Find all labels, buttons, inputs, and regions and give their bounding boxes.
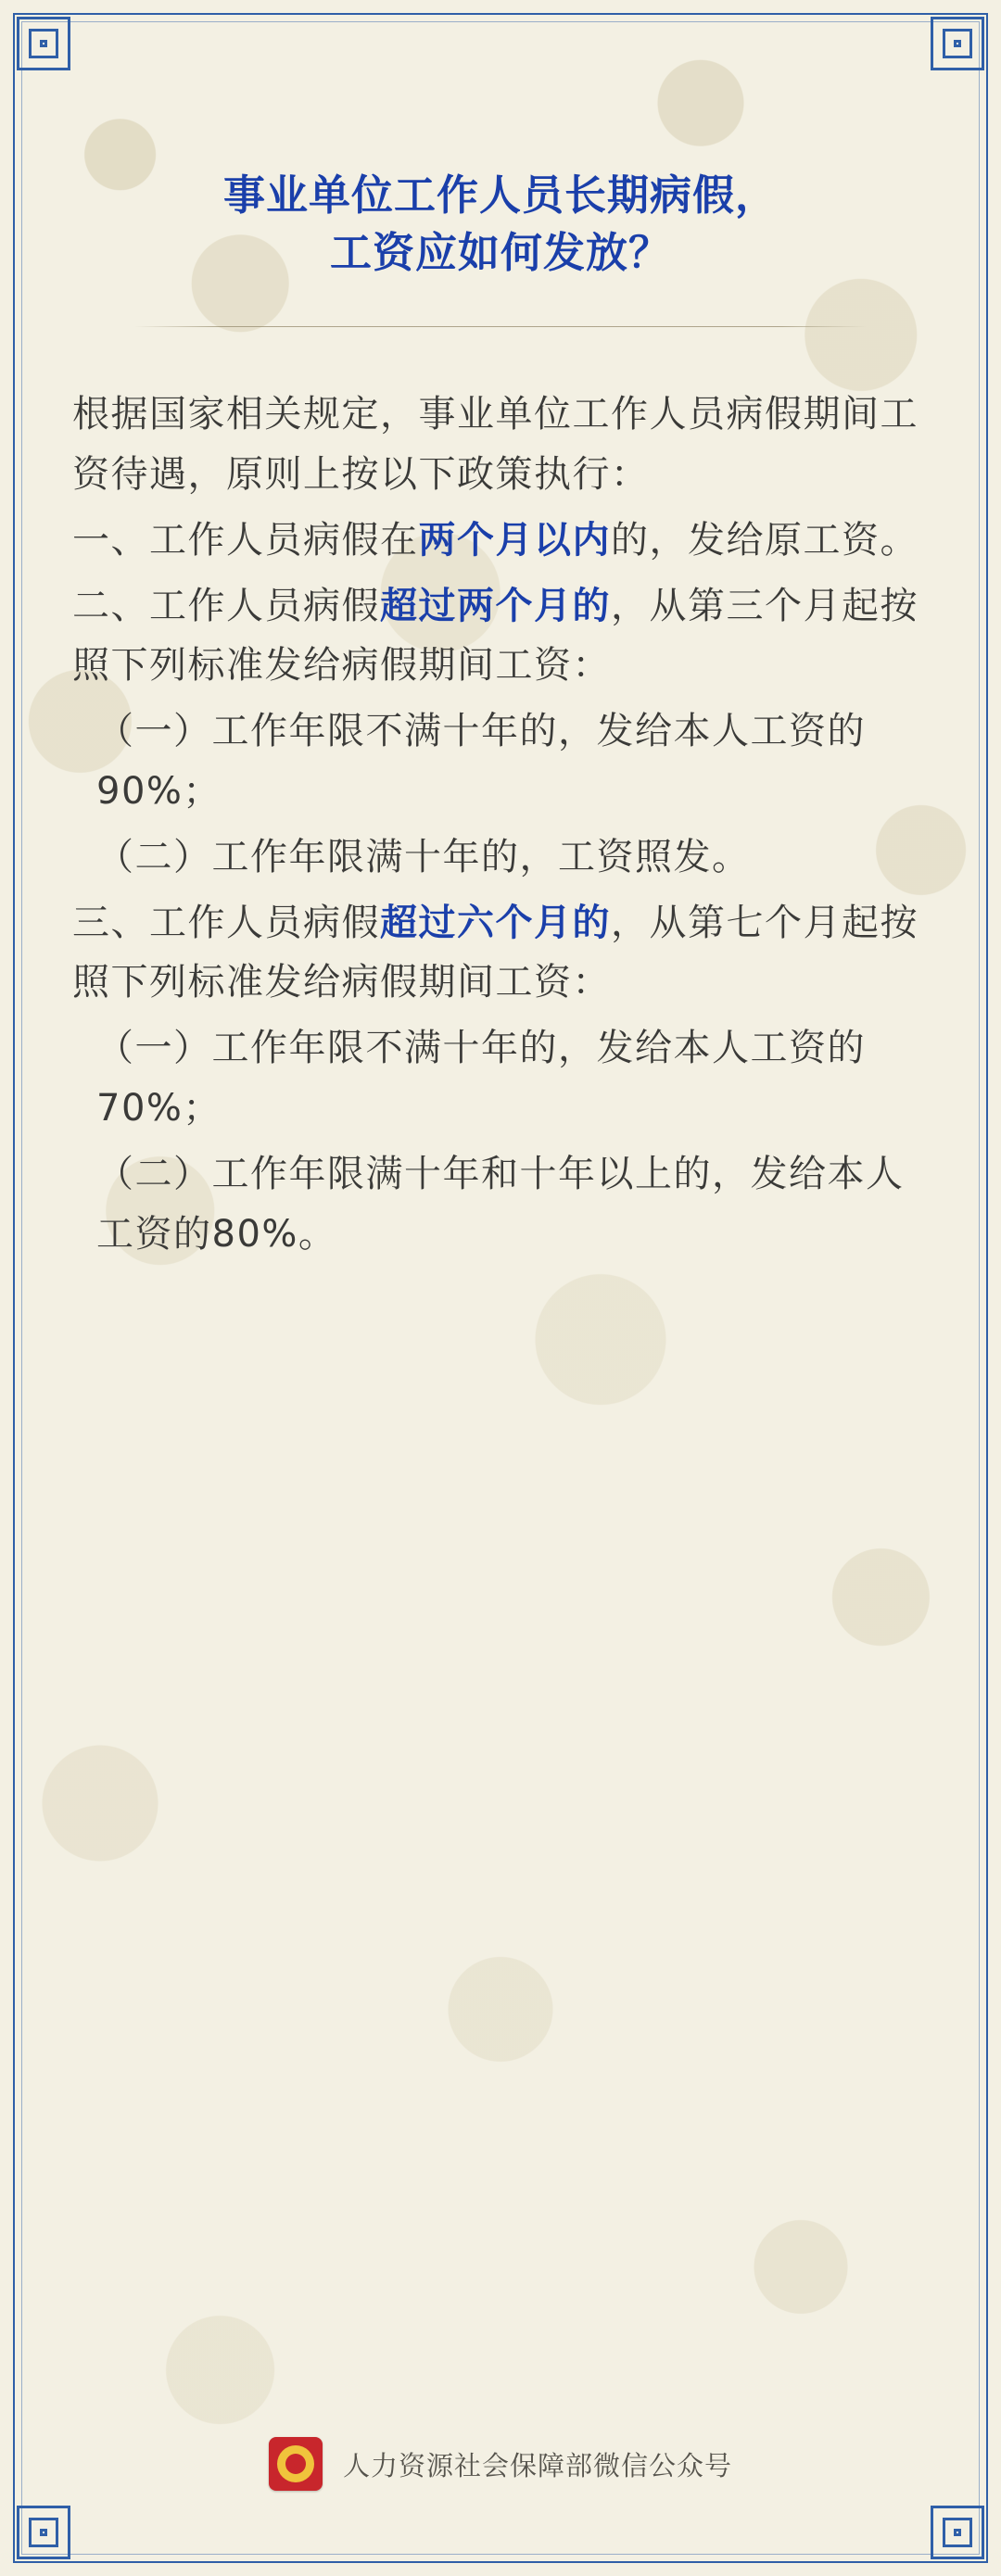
paragraph-text: （二）工作年限满十年和十年以上的，发给本人工资的80%。 bbox=[96, 1152, 905, 1256]
policy-paragraph bbox=[72, 893, 929, 1014]
paragraph-text: ，从第七个月起按照下列标准发给病假期间工资： bbox=[72, 901, 919, 1004]
footer-source-label: 人力资源社会保障部微信公众号 bbox=[342, 2449, 732, 2481]
paragraph-text: 一、工作人员病假在 bbox=[72, 518, 419, 562]
national-emblem-icon bbox=[269, 2437, 323, 2491]
policy-paragraph bbox=[72, 576, 929, 697]
title-line-2: 工资应如何发放？ bbox=[329, 228, 671, 278]
paragraph-text: ，从第三个月起按照下列标准发给病假期间工资： bbox=[72, 584, 919, 688]
title-line-1: 事业单位工作人员长期病假， bbox=[222, 170, 778, 220]
corner-ornament-bottom-left bbox=[17, 2506, 70, 2559]
paragraph-text: 二、工作人员病假 bbox=[72, 584, 380, 627]
footer bbox=[0, 2437, 1001, 2491]
corner-ornament-bottom-right bbox=[931, 2506, 984, 2559]
policy-paragraph bbox=[72, 1144, 929, 1265]
paragraph-text: 的，发给原工资。 bbox=[611, 518, 919, 562]
policy-body bbox=[72, 385, 929, 1264]
emblem-inner-shape bbox=[277, 2445, 314, 2482]
policy-paragraph bbox=[72, 827, 929, 888]
highlighted-text: 超过两个月的 bbox=[380, 584, 611, 627]
paragraph-text: 根据国家相关规定，事业单位工作人员病假期间工资待遇，原则上按以下政策执行： bbox=[72, 393, 919, 496]
policy-paragraph bbox=[72, 385, 929, 505]
page-title bbox=[72, 0, 929, 282]
paragraph-text: （一）工作年限不满十年的，发给本人工资的90%； bbox=[96, 710, 866, 813]
paragraph-text: （一）工作年限不满十年的，发给本人工资的70%； bbox=[96, 1027, 866, 1130]
policy-paragraph bbox=[72, 1018, 929, 1139]
poster-content bbox=[0, 0, 1001, 1264]
title-divider bbox=[134, 326, 867, 327]
policy-paragraph bbox=[72, 701, 929, 822]
policy-paragraph bbox=[72, 511, 929, 571]
paragraph-text: （二）工作年限满十年的，工资照发。 bbox=[96, 835, 751, 878]
paragraph-text: 三、工作人员病假 bbox=[72, 901, 380, 944]
highlighted-text: 超过六个月的 bbox=[380, 901, 611, 944]
highlighted-text: 两个月以内 bbox=[418, 518, 611, 562]
